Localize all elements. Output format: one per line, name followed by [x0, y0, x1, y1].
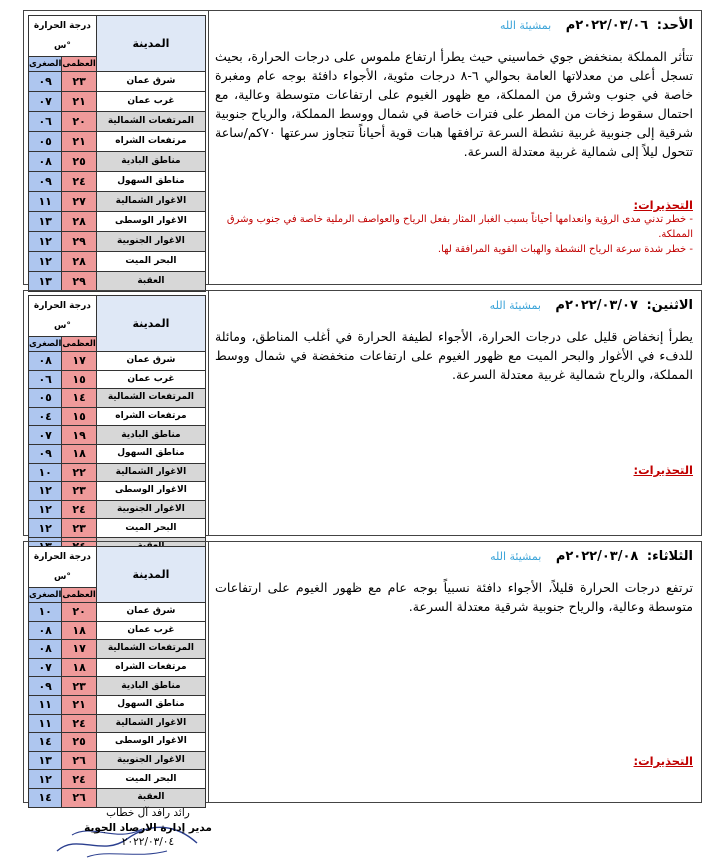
- min-temp-cell: ٠٨: [29, 640, 62, 659]
- date-heading: [215, 15, 693, 37]
- day-block-tuesday: [23, 541, 702, 803]
- min-temp-cell: ١٢: [29, 500, 62, 519]
- max-temp-cell: ١٧: [62, 352, 96, 371]
- max-temp-cell: ٢٠: [62, 603, 96, 622]
- god-willing-note: بمشيئة الله: [489, 299, 541, 312]
- table-row: [29, 232, 206, 252]
- day-name: الثلاثاء:: [646, 549, 693, 564]
- city-cell: مناطق البادية: [96, 426, 205, 445]
- temp-unit-header: درجة الحرارة س°: [29, 296, 97, 337]
- city-cell: الاغوار الشمالية: [96, 192, 205, 212]
- city-cell: العقبة: [96, 272, 205, 292]
- table-row: [29, 407, 206, 426]
- city-cell: الاغوار الوسطى: [96, 482, 205, 501]
- city-cell: الاغوار الشمالية: [96, 463, 205, 482]
- city-cell: مناطق السهول: [96, 695, 205, 714]
- min-temp-cell: ١٠: [29, 463, 62, 482]
- min-temp-cell: ٠٧: [29, 92, 62, 112]
- table-row: [29, 500, 206, 519]
- min-temp-cell: ١٤: [29, 788, 62, 807]
- min-temp-cell: ٠٧: [29, 426, 62, 445]
- table-row: [29, 751, 206, 770]
- city-cell: شرق عمان: [96, 603, 205, 622]
- min-temp-cell: ١٢: [29, 519, 62, 538]
- god-willing-note: بمشيئة الله: [499, 19, 552, 32]
- table-row: [29, 152, 206, 172]
- forecast-date: ٢٠٢٢/٠٣/٠٧م: [555, 298, 638, 313]
- max-temp-cell: ١٨: [62, 621, 96, 640]
- table-row: [29, 658, 206, 677]
- table-row: [29, 677, 206, 696]
- city-cell: مناطق السهول: [96, 444, 205, 463]
- city-column-header: المدينة: [96, 547, 205, 603]
- max-temp-cell: ٢١: [62, 132, 96, 152]
- table-row: [29, 352, 206, 371]
- table-row: [29, 444, 206, 463]
- min-temp-cell: ١٣: [29, 751, 62, 770]
- max-temp-cell: ١٤: [62, 389, 96, 408]
- min-temp-cell: ٠٥: [29, 132, 62, 152]
- min-temp-cell: ٠٩: [29, 172, 62, 192]
- temperature-table-container: [24, 542, 208, 805]
- max-temp-cell: ١٨: [62, 444, 96, 463]
- warnings-block: [215, 754, 693, 768]
- max-temp-cell: ٢٥: [62, 733, 96, 752]
- max-temp-cell: ٢٦: [62, 788, 96, 807]
- signatory-name: رائد رافد آل خطاب: [106, 807, 190, 819]
- city-cell: الاغوار الجنوبية: [96, 751, 205, 770]
- date-heading: [215, 546, 693, 568]
- min-temp-cell: ٠٩: [29, 677, 62, 696]
- temperature-rows: [29, 352, 206, 557]
- max-temp-cell: ٢٣: [62, 677, 96, 696]
- table-row: [29, 482, 206, 501]
- city-cell: المرتفعات الشمالية: [96, 640, 205, 659]
- day-block-sunday: [23, 10, 702, 288]
- day-name: الاثنين:: [646, 298, 693, 313]
- max-temp-cell: ٢٣: [62, 72, 96, 92]
- min-temp-cell: ١٤: [29, 733, 62, 752]
- city-cell: الاغوار الوسطى: [96, 733, 205, 752]
- table-row: [29, 621, 206, 640]
- max-column-header: العظمى: [62, 337, 96, 352]
- warnings-block: [215, 463, 693, 477]
- min-temp-cell: ١١: [29, 192, 62, 212]
- min-temp-cell: ٠٥: [29, 389, 62, 408]
- city-cell: شرق عمان: [96, 72, 205, 92]
- forecast-panel: [208, 542, 701, 802]
- city-cell: غرب عمان: [96, 370, 205, 389]
- max-temp-cell: ٢٤: [62, 500, 96, 519]
- city-cell: المرتفعات الشمالية: [96, 112, 205, 132]
- max-temp-cell: ٢٤: [62, 770, 96, 789]
- max-temp-cell: ١٧: [62, 640, 96, 659]
- table-row: [29, 172, 206, 192]
- city-cell: الاغوار الوسطى: [96, 212, 205, 232]
- max-temp-cell: ٢١: [62, 695, 96, 714]
- table-row: [29, 603, 206, 622]
- table-row: [29, 132, 206, 152]
- table-row: [29, 212, 206, 232]
- city-cell: البحر الميت: [96, 519, 205, 538]
- city-cell: مناطق السهول: [96, 172, 205, 192]
- city-cell: الاغوار الجنوبية: [96, 500, 205, 519]
- forecast-date: ٢٠٢٢/٠٣/٠٦م: [565, 18, 649, 33]
- min-temp-cell: ١٢: [29, 232, 62, 252]
- warnings-title: التحذيرات:: [633, 754, 693, 768]
- max-temp-cell: ٢٨: [62, 252, 96, 272]
- temperature-table: [28, 546, 206, 808]
- table-row: [29, 519, 206, 538]
- min-temp-cell: ١٣: [29, 212, 62, 232]
- warnings-block: [215, 198, 693, 257]
- max-temp-cell: ٢٣: [62, 482, 96, 501]
- temperature-table: [28, 295, 206, 557]
- max-temp-cell: ٢٥: [62, 152, 96, 172]
- min-temp-cell: ٠٦: [29, 112, 62, 132]
- warning-item: - خطر شدة سرعة الرياح النشطة والهبات القوية المرافقة لها.: [437, 244, 693, 255]
- min-temp-cell: ٠٨: [29, 621, 62, 640]
- min-temp-cell: ١٣: [29, 272, 62, 292]
- min-temp-cell: ١١: [29, 714, 62, 733]
- table-row: [29, 695, 206, 714]
- city-cell: مناطق البادية: [96, 677, 205, 696]
- signatory-title: مدير إدارة الارصاد الجوية: [84, 822, 212, 834]
- warning-item: - خطر تدني مدى الرؤية وانعدامها أحياناً بسبب الغبار المثار بفعل الرياح والعواصف الرملية خاصة في جنوب وشرق المملكة.: [226, 214, 693, 240]
- table-row: [29, 714, 206, 733]
- max-temp-cell: ١٥: [62, 407, 96, 426]
- table-row: [29, 92, 206, 112]
- forecast-panel: [208, 291, 701, 535]
- table-row: [29, 770, 206, 789]
- temperature-table: [28, 15, 206, 292]
- table-row: [29, 389, 206, 408]
- max-temp-cell: ٢٤: [62, 172, 96, 192]
- min-temp-cell: ٠٨: [29, 352, 62, 371]
- table-row: [29, 733, 206, 752]
- signature-block: [83, 806, 213, 850]
- max-temp-cell: ٢٠: [62, 112, 96, 132]
- max-temp-cell: ٢٧: [62, 192, 96, 212]
- table-row: [29, 370, 206, 389]
- god-willing-note: بمشيئة الله: [490, 550, 542, 563]
- city-cell: الاغوار الشمالية: [96, 714, 205, 733]
- max-temp-cell: ١٩: [62, 426, 96, 445]
- max-temp-cell: ٢٩: [62, 232, 96, 252]
- temperature-rows: [29, 603, 206, 808]
- table-row: [29, 788, 206, 807]
- min-column-header: الصغرى: [29, 57, 62, 72]
- min-temp-cell: ٠٨: [29, 152, 62, 172]
- city-cell: مرتفعات الشراه: [96, 407, 205, 426]
- city-cell: مرتفعات الشراه: [96, 658, 205, 677]
- temperature-table-container: [24, 11, 208, 288]
- city-cell: المرتفعات الشمالية: [96, 389, 205, 408]
- max-temp-cell: ٢٩: [62, 272, 96, 292]
- min-temp-cell: ١١: [29, 695, 62, 714]
- city-cell: مرتفعات الشراه: [96, 132, 205, 152]
- min-temp-cell: ٠٩: [29, 444, 62, 463]
- max-temp-cell: ٢٣: [62, 519, 96, 538]
- warnings-title: التحذيرات:: [633, 198, 693, 212]
- min-temp-cell: ٠٧: [29, 658, 62, 677]
- table-row: [29, 192, 206, 212]
- table-row: [29, 112, 206, 132]
- forecast-date: ٢٠٢٢/٠٣/٠٨م: [555, 549, 639, 564]
- city-cell: الاغوار الجنوبية: [96, 232, 205, 252]
- max-temp-cell: ٢٢: [62, 463, 96, 482]
- city-cell: مناطق البادية: [96, 152, 205, 172]
- date-heading: [215, 295, 693, 317]
- forecast-panel: [208, 11, 701, 284]
- max-temp-cell: ٢١: [62, 92, 96, 112]
- forecast-text: تتأثر المملكة بمنخفض جوي خماسيني حيث يطرأ ارتفاع ملموس على درجات الحرارة، بحيث تسجل أعلى من معدلاتها العامة بحوالي ٦-٨ درجات مئوية، الأجواء دافئة بوجه عام ومغبرة خاصة في جنوب وشرق من المملكة، مع ظهور الغيوم على ارتفاعات متوسطة وعالية، مع احتمال سقوط زخات من المطر على فترات خاصة في شمال ووسط المملكة، والرياح جنوبية شرقية إلى جنوبية غربية نشطة السرعة ترافقها هبات قوية أحياناً تتجاوز سرعتها ٧٠كم/ساعة تتحول ليلاً إلى شمالية غربية معتدلة السرعة.: [215, 49, 693, 159]
- min-temp-cell: ١٢: [29, 482, 62, 501]
- city-cell: غرب عمان: [96, 92, 205, 112]
- city-cell: البحر الميت: [96, 770, 205, 789]
- day-name: الأحد:: [656, 18, 693, 33]
- temperature-table-container: [24, 291, 208, 535]
- min-temp-cell: ١٢: [29, 252, 62, 272]
- city-column-header: المدينة: [96, 296, 205, 352]
- city-cell: العقبة: [96, 788, 205, 807]
- min-temp-cell: ١٢: [29, 770, 62, 789]
- temp-unit-header: درجة الحرارة س°: [29, 16, 97, 57]
- min-temp-cell: ٠٩: [29, 72, 62, 92]
- signature-date: ٢٠٢٢/٠٣/٠٤: [121, 836, 175, 848]
- max-temp-cell: ١٨: [62, 658, 96, 677]
- min-temp-cell: ١٠: [29, 603, 62, 622]
- min-temp-cell: ٠٤: [29, 407, 62, 426]
- forecast-text: يطرأ إنخفاض قليل على درجات الحرارة، الأجواء لطيفة الحرارة في أغلب المناطق، ومائلة للدفء في الأغوار والبحر الميت مع ظهور الغيوم على ارتفاعات منخفضة في شمال ووسط المملكة، والرياح شمالية غربية معتدلة السرعة.: [215, 329, 693, 382]
- max-column-header: العظمى: [62, 588, 96, 603]
- table-row: [29, 640, 206, 659]
- max-temp-cell: ٢٨: [62, 212, 96, 232]
- table-row: [29, 72, 206, 92]
- city-column-header: المدينة: [96, 16, 205, 72]
- min-column-header: الصغرى: [29, 337, 62, 352]
- day-block-monday: [23, 290, 702, 536]
- max-temp-cell: ١٥: [62, 370, 96, 389]
- max-temp-cell: ٢٤: [62, 714, 96, 733]
- max-temp-cell: ٢٦: [62, 751, 96, 770]
- temperature-rows: [29, 72, 206, 292]
- warnings-title: التحذيرات:: [633, 463, 693, 477]
- city-cell: شرق عمان: [96, 352, 205, 371]
- table-row: [29, 272, 206, 292]
- city-cell: غرب عمان: [96, 621, 205, 640]
- city-cell: البحر الميت: [96, 252, 205, 272]
- table-row: [29, 426, 206, 445]
- min-column-header: الصغرى: [29, 588, 62, 603]
- table-row: [29, 252, 206, 272]
- table-row: [29, 463, 206, 482]
- temp-unit-header: درجة الحرارة س°: [29, 547, 97, 588]
- min-temp-cell: ٠٦: [29, 370, 62, 389]
- max-column-header: العظمى: [62, 57, 96, 72]
- forecast-text: ترتفع درجات الحرارة قليلاً، الأجواء دافئة نسبياً بوجه عام مع ظهور الغيوم على ارتفاعات متوسطة وعالية، والرياح جنوبية شرقية معتدلة السرعة.: [215, 580, 693, 614]
